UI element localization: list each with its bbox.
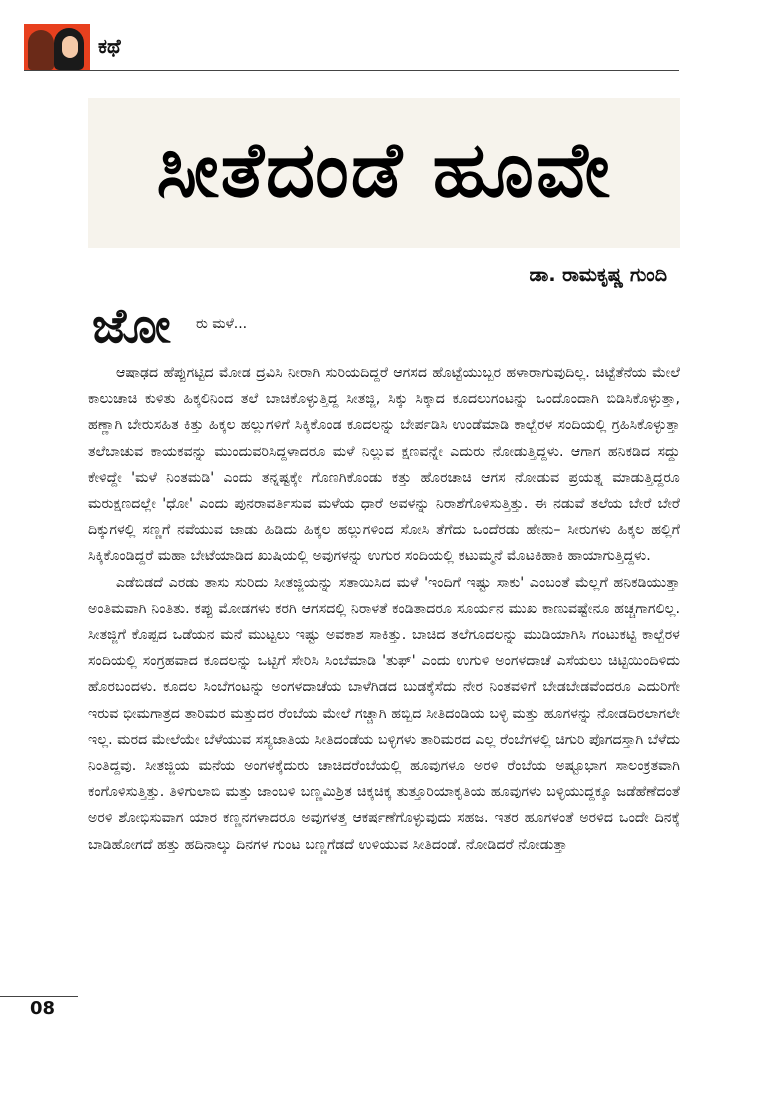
- drop-cap: ಜೋ: [92, 298, 171, 354]
- title-banner: [88, 98, 680, 248]
- author-name: ಡಾ. ರಾಮಕೃಷ್ಣ ಗುಂದಿ: [529, 264, 667, 286]
- footer-divider: [0, 996, 78, 997]
- paragraph-1: ಆಷಾಢದ ಹೆಪ್ಪುಗಟ್ಟಿದ ಮೋಡ ದ್ರವಿಸಿ ನೀರಾಗಿ ಸುರಿಯದಿದ್ದರೆ ಆಗಸದ ಹೊಟ್ಟೆಯುಬ್ಬರ ಹಳಾರಾಗುವುದಿಲ್ಲ. ಚಿಟ್ಟೆತೆನೆಯ ಮೇಲೆ ಕಾಲುಚಾಚಿ ಕುಳಿತು ಹಿಕ್ಕಲಿನಿಂದ ತಲೆ ಬಾಚಿಕೊಳ್ಳುತ್ತಿದ್ದ ಸೀತಜ್ಜಿ, ಸಿಕ್ಕು ಸಿಕ್ಕಾದ ಕೂದಲುಗಂಟನ್ನು ಒಂದೊಂದಾಗಿ ಬಿಡಿಸಿಕೊಳ್ಳುತ್ತಾ, ಹಣ್ಣಾಗಿ ಬೇರುಸಹಿತ ಕಿತ್ತು ಹಿಕ್ಕಲ ಹಲ್ಲುಗಳಿಗೆ ಸಿಕ್ಕಿಕೊಂಡ ಕೂದಲನ್ನು ಬೇರ್ಪಡಿಸಿ ಉಂಡೆಮಾಡಿ ಕಾಲ್ಬೆರಳ ಸಂದಿಯಲ್ಲಿ ಗ್ರಹಿಸಿಕೊಳ್ಳುತ್ತಾ ತಲೆಬಾಚುವ ಕಾಯಕವನ್ನು ಮುಂದುವರಿಸಿದ್ದಳಾದರೂ ಮಳೆ ನಿಲ್ಲುವ ಕ್ಷಣವನ್ನೇ ಎದುರು ನೋಡುತ್ತಿದ್ದಳು. ಆಗಾಗ ಹನಿಕಡಿದ ಸದ್ದು ಕೇಳಿದ್ದೇ 'ಮಳೆ ನಿಂತಮಡಿ' ಎಂದು ತನ್ನಷ್ಟಕ್ಕೇ ಗೊಣಗಿಕೊಂಡು ಕತ್ತು ಹೊರಚಾಚಿ ಆಗಸ ನೋಡುವ ಪ್ರಯತ್ನ ಮಾಡುತ್ತಿದ್ದರೂ ಮರುಕ್ಷಣದಲ್ಲೇ 'ಧೋ' ಎಂದು ಪುನರಾವರ್ತಿಸುವ ಮಳೆಯ ಧಾರೆ ಅವಳನ್ನು ನಿರಾಶೆಗೊಳಿಸುತ್ತಿತ್ತು. ಈ ನಡುವೆ ತಲೆಯ ಬೇರೆ ಬೇರೆ ದಿಕ್ಕುಗಳಲ್ಲಿ ಸಣ್ಣಗೆ ನವೆಯುವ ಜಾಡು ಹಿಡಿದು ಹಿಕ್ಕಲ ಹಲ್ಲುಗಳಿಂದ ಸೋಸಿ ತೆಗೆದು ಒಂದೆರಡು ಹೇನು– ಸೀರುಗಳು ಹಿಕ್ಕಲ ಹಲ್ಲಿಗೆ ಸಿಕ್ಕಿಕೊಂಡಿದ್ದರೆ ಮಹಾ ಬೇಟೆಯಾಡಿದ ಖುಷಿಯಲ್ಲಿ ಅವುಗಳನ್ನು ಉಗುರ ಸಂದಿಯಲ್ಲಿ ಕಟುಮ್ಮನೆ ಮೊಟಕಿಹಾಕಿ ಹಾಯಾಗುತ್ತಿದ್ದಳು.: [88, 365, 680, 565]
- logo-figure-left: [28, 30, 54, 70]
- page-number: 08: [30, 998, 56, 1019]
- drop-cap-continuation: ರು ಮಳೆ...: [196, 316, 248, 332]
- magazine-logo: [24, 24, 90, 70]
- logo-face: [62, 36, 78, 58]
- header-divider: [24, 70, 679, 71]
- story-title: ಸೀತೆದಂಡೆ ಹೂವೇ: [156, 125, 612, 214]
- paragraph-2: ಎಡೆಬಿಡದೆ ಎರಡು ತಾಸು ಸುರಿದು ಸೀತಜ್ಜಿಯನ್ನು ಸತಾಯಿಸಿದ ಮಳೆ 'ಇಂದಿಗೆ ಇಷ್ಟು ಸಾಕು' ಎಂಬಂತೆ ಮೆಲ್ಲಗೆ ಹನಿಕಡಿಯುತ್ತಾ ಅಂತಿಮವಾಗಿ ನಿಂತಿತು. ಕಪ್ಪು ಮೋಡಗಳು ಕರಗಿ ಆಗಸದಲ್ಲಿ ನಿರಾಳತೆ ಕಂಡಿತಾದರೂ ಸೂರ್ಯನ ಮುಖ ಕಾಣುವಷ್ಟೇನೂ ಹಚ್ಚಗಾಗಲಿಲ್ಲ. ಸೀತಜ್ಜಿಗೆ ಕೊಪ್ಪದ ಒಡೆಯನ ಮನೆ ಮುಟ್ಟಲು ಇಷ್ಟು ಅವಕಾಶ ಸಾಕಿತ್ತು. ಬಾಚಿದ ತಲೆಗೂದಲನ್ನು ಮುಡಿಯಾಗಿಸಿ ಗಂಟುಕಟ್ಟಿ ಕಾಲ್ಬೆರಳ ಸಂದಿಯಲ್ಲಿ ಸಂಗ್ರಹವಾದ ಕೂದಲನ್ನು ಒಟ್ಟಿಗೆ ಸೇರಿಸಿ ಸಿಂಬೆಮಾಡಿ 'ತುಫ್' ಎಂದು ಉಗುಳಿ ಅಂಗಳದಾಚೆ ಎಸೆಯಲು ಚಿಟ್ಟಿಯಿಂದಿಳಿದು ಹೊರಬಂದಳು. ಕೂದಲ ಸಿಂಬೆಗಂಟನ್ನು ಅಂಗಳದಾಚೆಯ ಬಾಳೆಗಿಡದ ಬುಡಕ್ಕೆಸೆದು ನೇರ ನಿಂತವಳಿಗೆ ಬೇಡಬೇಡವೆಂದರೂ ಎದುರಿಗೇ ಇರುವ ಭೀಮಗಾತ್ರದ ತಾರಿಮರ ಮತ್ತುದರ ರೆಂಬೆಯ ಮೇಲೆ ಗಚ್ಚಾಗಿ ಹಬ್ಬಿದ ಸೀತಿದಂಡಿಯ ಬಳ್ಳಿ ಮತ್ತು ಹೂಗಳನ್ನು ನೋಡದಿರಲಾಗಲೇ ಇಲ್ಲ. ಮರದ ಮೇಲೆಯೇ ಬೆಳೆಯುವ ಸಸ್ಯಜಾತಿಯ ಸೀತಿದಂಡೆಯ ಬಳ್ಳಿಗಳು ತಾರಿಮರದ ಎಲ್ಲ ರೆಂಬೆಗಳಲ್ಲಿ ಚಿಗುರಿ ಪೊಗದಸ್ತಾಗಿ ಬೆಳೆದು ನಿಂತಿದ್ದವು. ಸೀತಜ್ಜಿಯ ಮನೆಯ ಅಂಗಳಕ್ಕೆದುರು ಚಾಚಿದರೆಂಬೆಯಲ್ಲಿ ಹೂವುಗಳೂ ಅರಳಿ ರೆಂಬೆಯ ಅಷ್ಟೂಭಾಗ ಸಾಲಂಕ್ರತವಾಗಿ ಕಂಗೊಳಿಸುತ್ತಿತ್ತು. ತಿಳಿಗುಲಾಬಿ ಮತ್ತು ಜಾಂಬಳಿ ಬಣ್ಣಮಿಶ್ರಿತ ಚಿಕ್ಕಚಿಕ್ಕ ತುತ್ತೂರಿಯಾಕೃತಿಯ ಹೂವುಗಳು ಬಳ್ಳಿಯುದ್ದಕ್ಕೂ ಜಡೆಹೆಣೆದಂತೆ ಅರಳಿ ಶೋಭಿಸುವಾಗ ಯಾರ ಕಣ್ಣನಗಳಾದರೂ ಅವುಗಳತ್ತ ಆಕರ್ಷಣೆಗೊಳ್ಳುವುದು ಸಹಜ. ಇತರ ಹೂಗಳಂತೆ ಅರಳಿದ ಒಂದೇ ದಿನಕ್ಕೆ ಬಾಡಿಹೋಗದೆ ಹತ್ತು ಹದಿನಾಲ್ಕು ದಿನಗಳ ಗುಂಟ ಬಣ್ಣಗೆಡದೆ ಉಳಿಯುವ ಸೀತಿದಂಡೆ. ನೋಡಿದರೆ ನೋಡುತ್ತಾ: [88, 574, 680, 853]
- story-body: [88, 360, 680, 858]
- section-label: ಕಥೆ: [98, 34, 121, 58]
